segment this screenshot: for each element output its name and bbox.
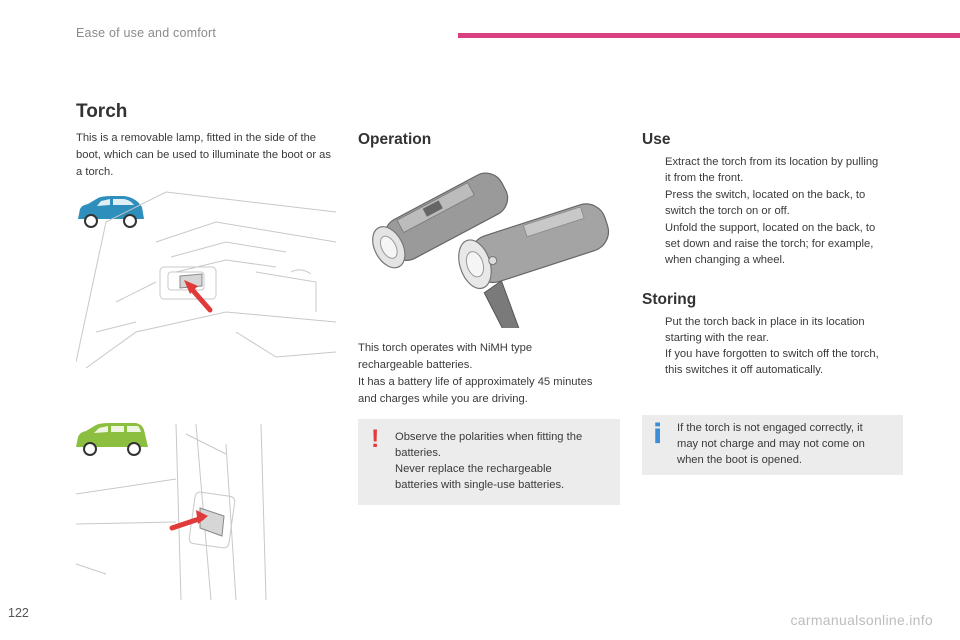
info-line: may not charge and may not come on	[677, 438, 865, 450]
info-line: when the boot is opened.	[677, 454, 803, 466]
boot-illustration-hatchback	[76, 182, 336, 368]
info-line: If the torch is not engaged correctly, it	[677, 422, 863, 434]
warning-line: Never replace the rechargeable	[395, 463, 552, 475]
boot-illustration-estate	[76, 424, 296, 600]
list-item: Press the switch, located on the back, to switch the torch on or off.	[665, 189, 866, 217]
use-heading: Use	[642, 131, 671, 148]
intro-text: This is a removable lamp, fitted in the side of the boot, which can be used to illuminate the boot or as a torch.	[76, 132, 331, 178]
list-item: Put the torch back in place in its location starting with the rear. If you have forgotten to switch off the torch, this switches it off automatically.	[665, 316, 879, 376]
operation-line: It has a battery life of approximately 45 minutes	[358, 376, 593, 388]
operation-line: rechargeable batteries.	[358, 359, 473, 371]
torch-illustration	[362, 152, 618, 328]
list-item: Extract the torch from its location by pulling it from the front.	[665, 156, 879, 184]
watermark: carmanualsonline.info	[790, 612, 933, 628]
operation-line: This torch operates with NiMH type	[358, 342, 533, 354]
warning-line: batteries with single-use batteries.	[395, 479, 565, 491]
warning-line: batteries.	[395, 447, 442, 459]
info-box	[642, 415, 903, 475]
warning-line: Observe the polarities when fitting the	[395, 431, 583, 443]
page-number: 122	[8, 606, 29, 620]
list-item: Unfold the support, located on the back, to set down and raise the torch; for example, when changing a wheel.	[665, 222, 876, 266]
storing-steps	[642, 314, 912, 379]
header-accent-bar	[458, 33, 960, 38]
warning-box	[358, 419, 620, 505]
section-header: Ease of use and comfort	[76, 26, 217, 40]
use-steps	[642, 154, 912, 269]
warning-text	[395, 429, 582, 493]
operation-line: and charges while you are driving.	[358, 393, 528, 405]
page-title: Torch	[76, 101, 128, 122]
exclamation-icon: !	[371, 425, 380, 453]
storing-heading: Storing	[642, 291, 697, 308]
info-text	[677, 420, 865, 468]
operation-heading: Operation	[358, 131, 432, 148]
info-icon: i	[653, 419, 663, 450]
operation-text	[358, 340, 626, 408]
